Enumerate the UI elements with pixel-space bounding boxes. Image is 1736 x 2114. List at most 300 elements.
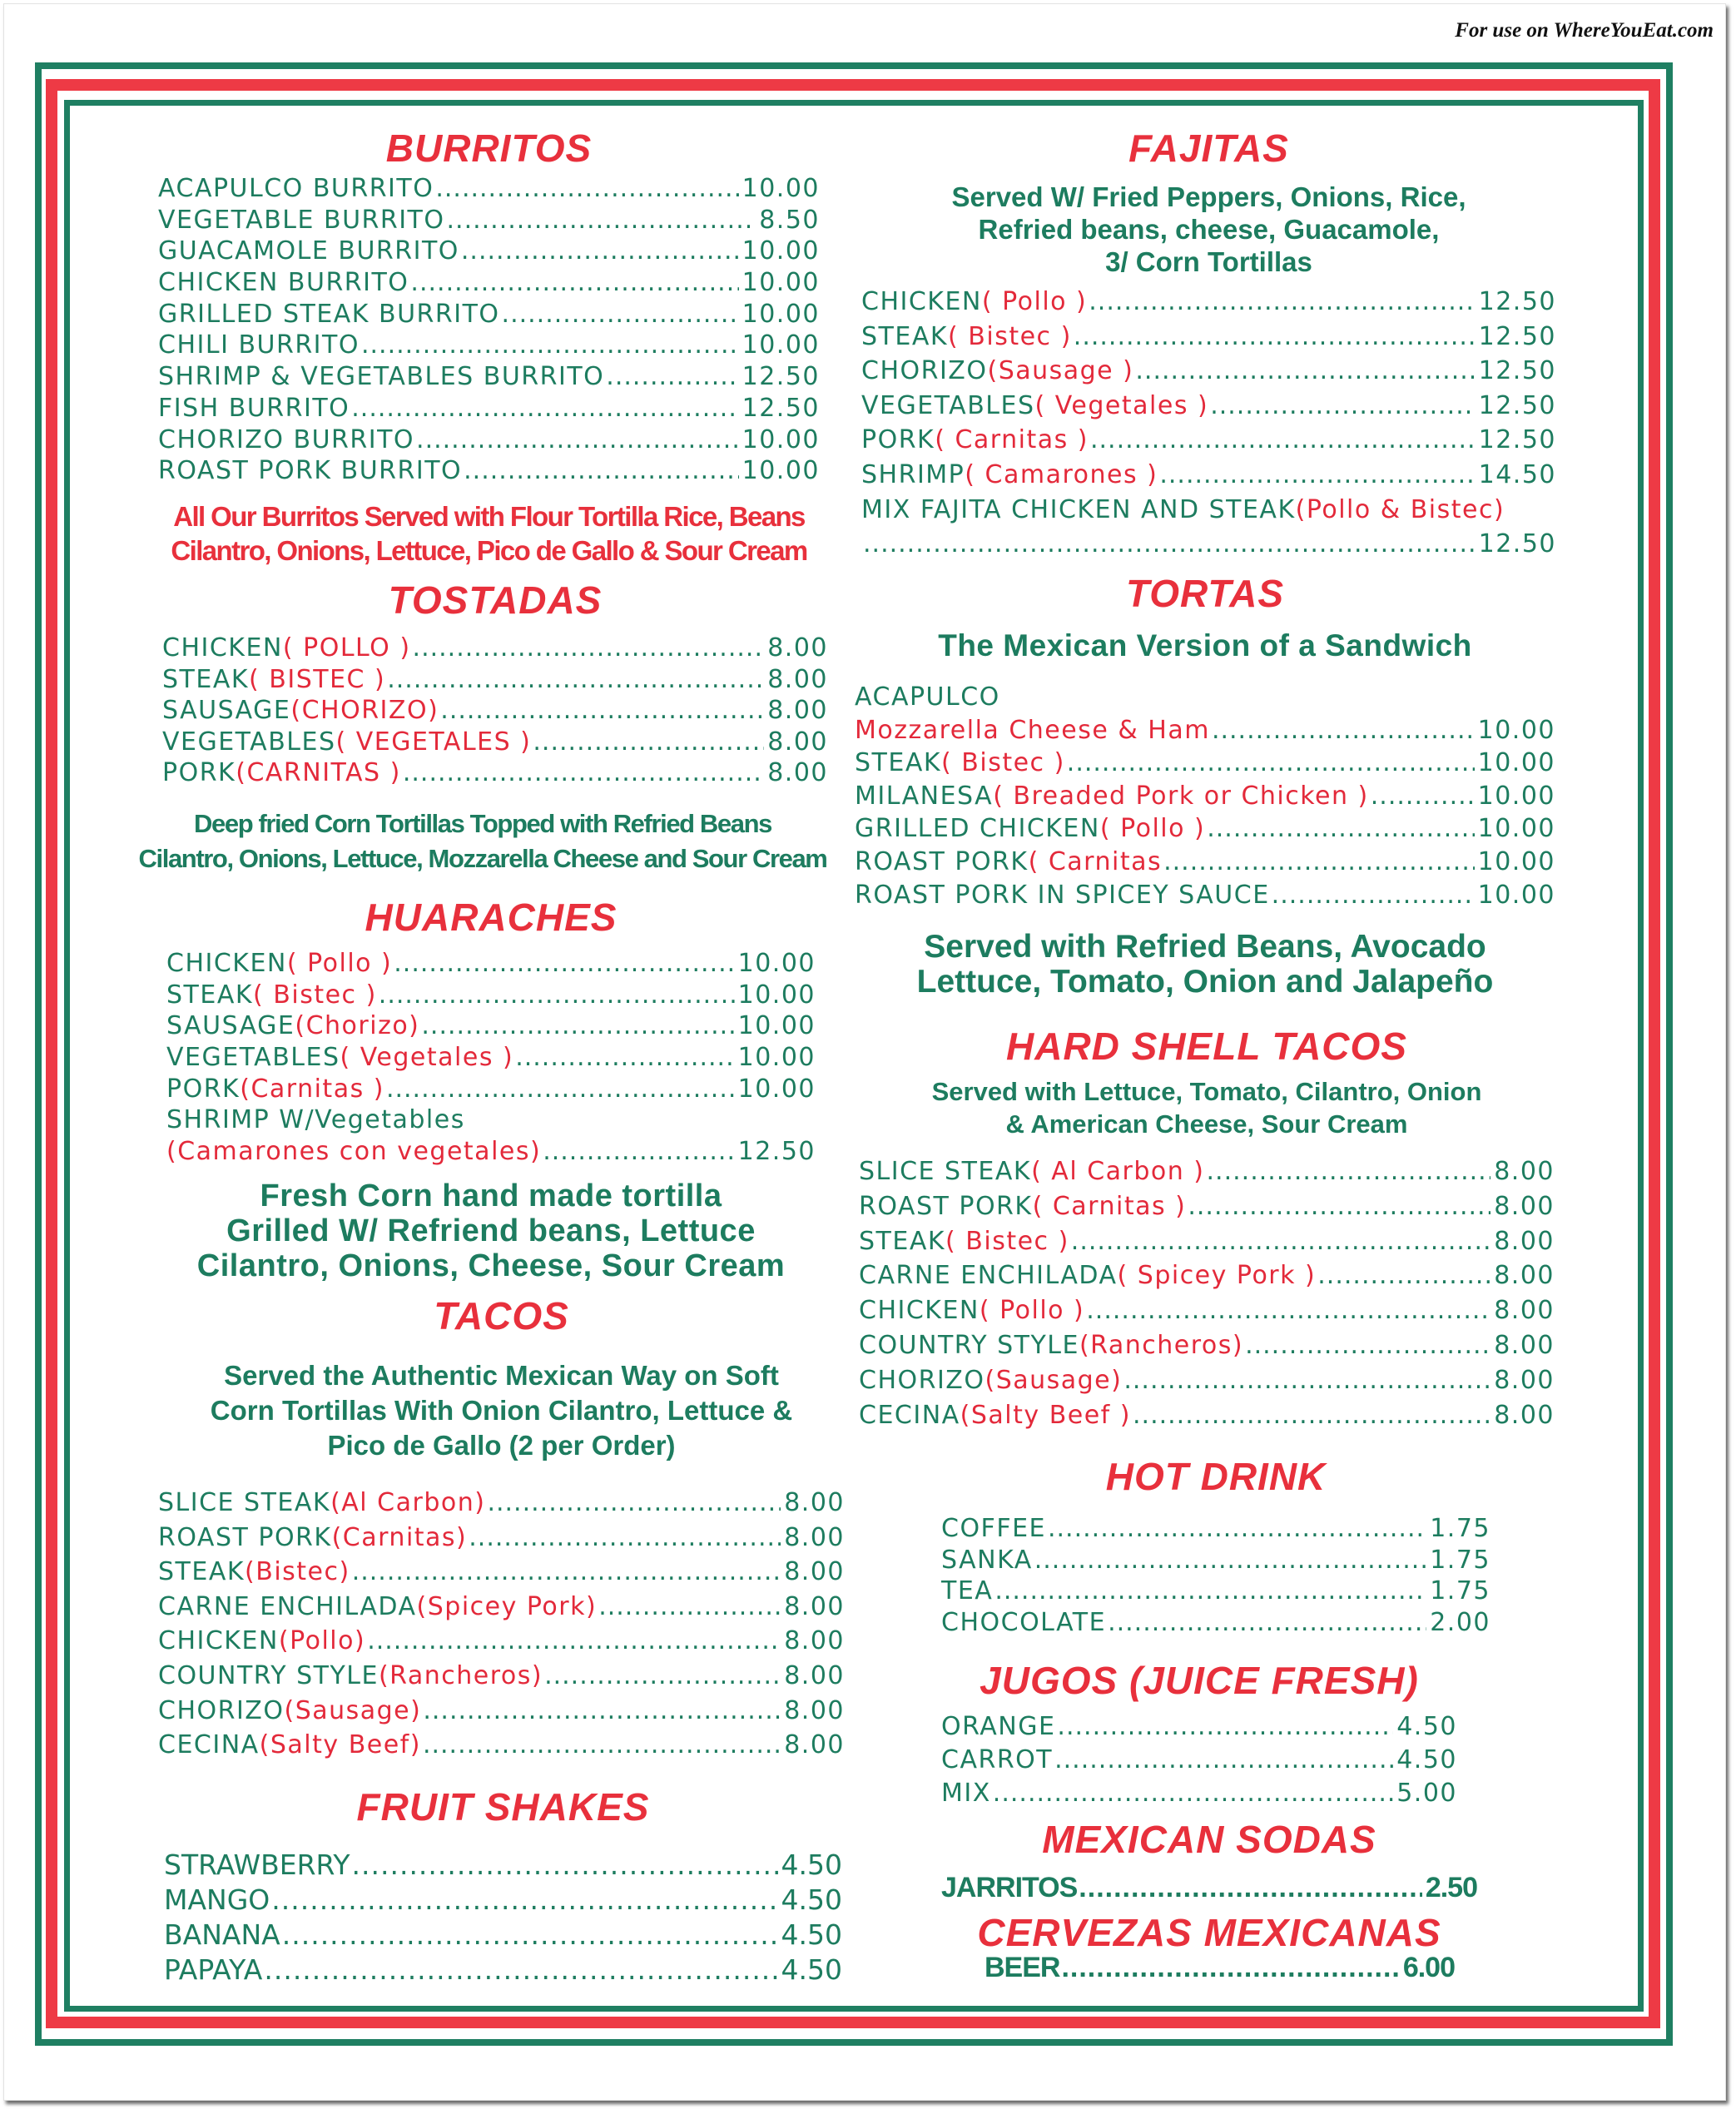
item-price: 8.00 <box>767 664 828 694</box>
menu-item <box>859 1258 1555 1293</box>
menu-item <box>158 173 820 205</box>
menu-item <box>855 681 1555 714</box>
item-price: 10.00 <box>742 174 820 203</box>
item-price: 10.00 <box>1477 781 1555 811</box>
menu-item <box>158 299 820 330</box>
item-price: 8.00 <box>1494 1400 1555 1430</box>
item-name: CHICKEN <box>162 633 283 662</box>
section-subtitle: The Mexican Version of a Sandwich <box>938 628 1472 662</box>
menu-item <box>166 980 816 1011</box>
item-price: 8.00 <box>767 633 828 662</box>
item-spanish-name: ( Bistec ) <box>253 980 377 1010</box>
item-list <box>985 1951 1455 1984</box>
section-heading: FRUIT SHAKES <box>356 1785 650 1829</box>
menu-item <box>158 361 820 393</box>
item-spanish-name: ( Vegetales ) <box>1034 390 1209 420</box>
item-price: 8.00 <box>1494 1157 1555 1186</box>
item-name: CECINA <box>859 1400 960 1430</box>
item-name: CHICKEN <box>861 287 982 316</box>
item-spanish-name: (Rancheros) <box>1079 1330 1244 1360</box>
item-name: STRAWBERRY <box>164 1849 350 1881</box>
dot-leader <box>1212 714 1475 747</box>
item-name: GRILLED CHICKEN <box>855 814 1100 844</box>
item-name: CHORIZO <box>861 356 988 386</box>
item-name: STEAK <box>158 1557 246 1587</box>
menu-item <box>941 1744 1457 1777</box>
menu-item <box>941 1513 1490 1545</box>
item-spanish-name: ( Spicey Pork ) <box>1117 1261 1317 1291</box>
dot-leader <box>464 455 738 487</box>
section-heading: TACOS <box>434 1294 569 1337</box>
item-spanish-name: (Carnitas ) <box>240 1074 384 1104</box>
note-line: 3/ Corn Tortillas <box>1105 246 1312 277</box>
item-price: 8.00 <box>1494 1296 1555 1326</box>
note-line: Fresh Corn hand made tortilla <box>260 1178 722 1213</box>
item-price: 8.00 <box>784 1522 845 1552</box>
dot-leader <box>447 205 756 236</box>
menu-item <box>158 236 820 267</box>
item-price: 8.00 <box>784 1557 845 1587</box>
item-name: CHORIZO <box>859 1365 985 1395</box>
dot-leader <box>1108 1607 1426 1639</box>
item-price: 2.00 <box>1430 1607 1490 1637</box>
dot-leader <box>993 1777 1393 1810</box>
item-name: ACAPULCO BURRITO <box>158 174 434 203</box>
menu-item <box>166 1136 816 1168</box>
item-name: COFFEE <box>941 1514 1046 1543</box>
section-heading: BURRITOS <box>385 127 593 170</box>
menu-item <box>158 1624 845 1659</box>
dot-leader <box>379 980 735 1011</box>
note-line: Cilantro, Onions, Lettuce, Pico de Gallo & Sour Cream <box>171 534 807 566</box>
item-price: 10.00 <box>737 949 816 978</box>
menu-item <box>158 424 820 456</box>
section-jugos <box>941 1655 1457 1810</box>
menu-item <box>855 747 1555 780</box>
menu-item <box>166 948 816 980</box>
item-price: 12.50 <box>742 362 820 392</box>
item-spanish-name: (Rancheros) <box>378 1660 543 1690</box>
item-name: BEER <box>985 1952 1060 1983</box>
section-footnote <box>129 806 836 876</box>
item-price: 10.00 <box>1477 880 1555 910</box>
item-name: CHORIZO BURRITO <box>158 424 415 454</box>
item-name: GRILLED STEAK BURRITO <box>158 299 500 329</box>
item-price: 12.50 <box>1478 287 1556 316</box>
dot-leader <box>606 361 738 393</box>
item-list <box>164 1848 842 1987</box>
item-spanish-name: ( Bistec ) <box>948 321 1072 351</box>
item-name: STEAK <box>855 748 942 778</box>
menu-item <box>166 1104 816 1136</box>
item-spanish-name: ( VEGETALES ) <box>335 727 532 757</box>
menu-item <box>162 664 828 696</box>
item-name: SAUSAGE <box>166 1011 295 1041</box>
item-spanish-name: (Salty Beef) <box>259 1730 421 1760</box>
menu-item <box>158 1521 845 1556</box>
item-list <box>941 1710 1457 1810</box>
dot-leader <box>1067 747 1475 780</box>
item-price: 10.00 <box>737 980 816 1010</box>
section-heading: FAJITAS <box>1128 127 1289 170</box>
dot-leader <box>387 664 764 696</box>
item-name: SLICE STEAK <box>859 1157 1032 1186</box>
item-name: SLICE STEAK <box>158 1488 331 1517</box>
menu-item <box>164 1883 842 1918</box>
item-spanish-name: (Salty Beef ) <box>960 1400 1131 1430</box>
item-name: ACAPULCO <box>855 682 1000 712</box>
dot-leader <box>1089 285 1475 320</box>
dot-leader <box>440 695 764 727</box>
item-spanish-name: (CARNITAS ) <box>236 758 401 787</box>
menu-item <box>861 423 1556 458</box>
note-line: Served with Lettuce, Tomato, Cilantro, Onion <box>931 1077 1482 1106</box>
section-tostadas <box>138 575 828 876</box>
menu-item <box>861 527 1556 562</box>
dot-leader <box>435 173 738 205</box>
menu-item <box>166 1042 816 1074</box>
dot-leader <box>413 633 765 664</box>
item-price: 10.00 <box>742 299 820 329</box>
menu-item <box>861 458 1556 493</box>
menu-item <box>158 1486 845 1521</box>
item-price: 8.00 <box>784 1730 845 1760</box>
item-price: 12.50 <box>1478 321 1556 351</box>
note-line: & American Cheese, Sour Cream <box>1005 1109 1408 1139</box>
dot-leader <box>1090 423 1476 458</box>
menu-item <box>158 1659 845 1694</box>
item-name: CHOCOLATE <box>941 1607 1107 1637</box>
section-heading: HUARACHES <box>365 896 618 939</box>
section-hardshell <box>859 1021 1555 1432</box>
menu-item <box>985 1951 1455 1984</box>
item-name: MANGO <box>164 1883 270 1916</box>
item-name: ROAST PORK BURRITO <box>158 456 463 486</box>
item-name: CHICKEN BURRITO <box>158 268 409 298</box>
item-list <box>941 1513 1490 1638</box>
dot-leader <box>1371 780 1475 813</box>
item-price: 1.75 <box>1430 1545 1490 1575</box>
item-spanish-name: ( POLLO ) <box>282 633 411 662</box>
menu-item <box>158 330 820 361</box>
item-name: JARRITOS <box>941 1872 1078 1903</box>
section-heading: JUGOS (JUICE FRESH) <box>980 1659 1419 1702</box>
dot-leader <box>1079 1871 1422 1904</box>
section-hotdrink <box>941 1452 1490 1638</box>
item-price: 8.00 <box>767 727 828 757</box>
item-price: 1.75 <box>1430 1576 1490 1605</box>
item-price: 10.00 <box>1477 814 1555 844</box>
menu-item <box>166 1010 816 1042</box>
menu-item <box>164 1953 842 1987</box>
menu-item <box>164 1848 842 1883</box>
item-spanish-name: ( Bistec ) <box>945 1226 1069 1256</box>
item-name: CHICKEN <box>158 1626 279 1656</box>
item-price: 8.00 <box>784 1660 845 1690</box>
item-price: 12.50 <box>1478 390 1556 420</box>
item-spanish-name: ( Pollo ) <box>979 1296 1085 1326</box>
item-spanish-name: (Pollo) <box>278 1626 366 1656</box>
menu-item <box>158 205 820 236</box>
item-spanish-name: (Camarones con vegetales) <box>166 1137 542 1167</box>
item-spanish-name: (Sausage ) <box>987 356 1134 386</box>
dot-leader <box>416 424 739 456</box>
menu-item <box>158 1728 845 1763</box>
dot-leader <box>1074 320 1476 355</box>
section-tacos <box>158 1291 845 1763</box>
menu-item <box>158 1694 845 1729</box>
menu-item <box>859 1363 1555 1398</box>
item-spanish-name: Mozzarella Cheese & Ham <box>855 715 1210 745</box>
menu-item <box>861 354 1556 389</box>
item-name: CECINA <box>158 1730 260 1760</box>
item-price: 10.00 <box>742 268 820 298</box>
item-name: STEAK <box>162 664 250 694</box>
item-name: STEAK <box>859 1226 946 1256</box>
note-line: All Our Burritos Served with Flour Tortilla Rice, Beans <box>173 500 805 532</box>
item-spanish-name: ( Pollo ) <box>1099 814 1206 844</box>
item-name: VEGETABLE BURRITO <box>158 205 445 235</box>
dot-leader <box>1159 458 1475 493</box>
section-sodas <box>941 1814 1477 1904</box>
dot-leader <box>1163 846 1475 879</box>
menu-item <box>859 1398 1555 1433</box>
section-footnote <box>166 1179 816 1283</box>
item-spanish-name: ( Breaded Pork or Chicken ) <box>993 781 1369 811</box>
item-name: VEGETABLES <box>861 390 1035 420</box>
item-price: 8.00 <box>767 696 828 725</box>
item-price: 8.00 <box>767 758 828 787</box>
dot-leader <box>469 1521 781 1556</box>
menu-item <box>859 1328 1555 1363</box>
dot-leader <box>1210 389 1475 424</box>
dot-leader <box>544 1659 781 1694</box>
item-name: PORK <box>166 1074 241 1104</box>
dot-leader <box>487 1486 781 1521</box>
item-price: 10.00 <box>742 424 820 454</box>
item-price: 10.00 <box>737 1011 816 1041</box>
item-price: 12.50 <box>1478 356 1556 386</box>
menu-item <box>861 493 1556 528</box>
note-line: Served W/ Fried Peppers, Onions, Rice, <box>951 181 1466 212</box>
note-line: Served with Refried Beans, Avocado <box>924 929 1486 965</box>
item-name: TEA <box>941 1576 994 1605</box>
section-footnote <box>158 499 820 568</box>
menu-item <box>941 1871 1477 1904</box>
dot-leader <box>1272 879 1475 912</box>
item-price: 10.00 <box>1477 846 1555 876</box>
note-line: Lettuce, Tomato, Onion and Jalapeño <box>916 964 1494 1000</box>
item-name: VEGETABLES <box>162 727 336 757</box>
item-name: CHICKEN <box>859 1296 980 1326</box>
item-price: 12.50 <box>737 1137 816 1167</box>
item-price: 8.00 <box>784 1488 845 1517</box>
item-price: 4.50 <box>781 1953 842 1986</box>
item-name: STEAK <box>166 980 254 1010</box>
item-price: 8.00 <box>1494 1261 1555 1291</box>
item-name: PORK <box>162 758 236 787</box>
section-footnote <box>855 930 1555 1000</box>
menu-item <box>162 757 828 789</box>
note-line: Deep fried Corn Tortillas Topped with Refried Beans <box>194 808 771 838</box>
menu-item <box>162 695 828 727</box>
item-price: 8.50 <box>759 205 820 235</box>
menu-item <box>158 455 820 487</box>
section-huaraches <box>166 892 816 1283</box>
dot-leader <box>423 1728 781 1763</box>
menu-item <box>861 320 1556 355</box>
item-name: COUNTRY STYLE <box>859 1330 1079 1360</box>
item-name: SANKA <box>941 1545 1033 1575</box>
menu-item <box>941 1576 1490 1607</box>
item-spanish-name: (Sausage) <box>284 1695 422 1725</box>
dot-leader <box>1034 1545 1426 1576</box>
item-price: 14.50 <box>1478 459 1556 489</box>
menu-item <box>859 1293 1555 1328</box>
item-name: CARROT <box>941 1745 1054 1774</box>
dot-leader <box>515 1042 734 1074</box>
item-spanish-name: ( Carnitas <box>1028 846 1163 876</box>
item-spanish-name: (Sausage) <box>985 1365 1123 1395</box>
menu-item <box>855 714 1555 747</box>
item-price: 8.00 <box>784 1591 845 1621</box>
item-list <box>158 1486 845 1763</box>
menu-item <box>855 879 1555 912</box>
section-heading: MEXICAN SODAS <box>1042 1818 1376 1861</box>
item-price: 4.50 <box>781 1918 842 1951</box>
section-shakes <box>164 1782 842 1987</box>
item-price: 8.00 <box>1494 1365 1555 1395</box>
menu-item <box>158 1590 845 1625</box>
note-line: Refried beans, cheese, Guacamole, <box>978 214 1440 245</box>
menu-item <box>855 812 1555 846</box>
item-spanish-name: ( Carnitas ) <box>1032 1191 1187 1221</box>
dot-leader <box>352 1848 778 1883</box>
item-price: 2.50 <box>1425 1872 1477 1903</box>
dot-leader <box>421 1010 734 1042</box>
item-spanish-name: (Bistec) <box>245 1557 350 1587</box>
dot-leader <box>502 299 739 330</box>
item-name: STEAK <box>861 321 949 351</box>
dot-leader <box>543 1136 734 1168</box>
dot-leader <box>1188 1189 1490 1224</box>
note-line: Served the Authentic Mexican Way on Soft <box>224 1360 779 1391</box>
menu-item <box>859 1189 1555 1224</box>
item-spanish-name: (CHORIZO) <box>290 696 439 725</box>
dot-leader <box>282 1918 778 1953</box>
menu-item <box>941 1545 1490 1576</box>
item-price: 10.00 <box>1477 748 1555 778</box>
item-list <box>166 948 816 1168</box>
section-fajitas <box>861 123 1556 562</box>
item-spanish-name: ( Al Carbon ) <box>1031 1157 1205 1186</box>
item-name: FISH BURRITO <box>158 393 350 423</box>
dot-leader <box>367 1624 781 1659</box>
item-price: 10.00 <box>742 236 820 266</box>
dot-leader <box>394 948 734 980</box>
item-name: CARNE ENCHILADA <box>158 1591 417 1621</box>
note-line: Cilantro, Onions, Lettuce, Mozzarella Cheese and Sour Cream <box>138 843 827 873</box>
item-spanish-name: (Chorizo) <box>295 1011 420 1041</box>
note-line: Pico de Gallo (2 per Order) <box>327 1430 676 1461</box>
item-name: SAUSAGE <box>162 696 291 725</box>
item-price: 5.00 <box>1396 1779 1457 1808</box>
dot-leader <box>1061 1951 1399 1984</box>
item-spanish-name: (Carnitas) <box>331 1522 468 1552</box>
item-spanish-name: (Spicey Pork) <box>416 1591 598 1621</box>
section-burritos <box>158 123 820 568</box>
menu-item <box>162 633 828 664</box>
item-spanish-name: ( BISTEC ) <box>249 664 386 694</box>
item-price: 4.50 <box>1396 1745 1457 1774</box>
note-line: Grilled W/ Refriend beans, Lettuce <box>226 1213 756 1248</box>
item-name: ORANGE <box>941 1712 1056 1741</box>
section-description <box>861 181 1556 278</box>
menu-item <box>859 1224 1555 1259</box>
item-price: 10.00 <box>737 1074 816 1104</box>
item-list <box>861 285 1556 562</box>
item-price: 1.75 <box>1430 1514 1490 1543</box>
menu-item <box>855 846 1555 879</box>
dot-leader <box>410 267 738 299</box>
item-spanish-name: ( Pollo ) <box>981 287 1088 316</box>
note-line: Cilantro, Onions, Cheese, Sour Cream <box>196 1248 786 1283</box>
menu-item <box>859 1154 1555 1189</box>
item-name: SHRIMP & VEGETABLES BURRITO <box>158 362 605 392</box>
item-name: GUACAMOLE BURRITO <box>158 236 459 266</box>
item-price: 12.50 <box>1478 529 1556 559</box>
dot-leader <box>533 727 764 758</box>
item-price: 10.00 <box>737 1043 816 1073</box>
item-price: 6.00 <box>1402 1952 1455 1983</box>
section-beer <box>977 1908 1455 1984</box>
menu-item <box>158 267 820 299</box>
dot-leader <box>1133 1398 1490 1433</box>
item-name: SHRIMP W/Vegetables <box>166 1105 465 1135</box>
dot-leader <box>1245 1328 1490 1363</box>
item-name: MIX FAJITA CHICKEN AND STEAK <box>861 494 1296 524</box>
section-heading: HARD SHELL TACOS <box>1006 1025 1407 1068</box>
dot-leader <box>386 1074 735 1105</box>
item-list <box>158 173 820 487</box>
item-price: 10.00 <box>1477 715 1555 745</box>
item-spanish-name: ( Carnitas ) <box>935 425 1089 455</box>
dot-leader <box>1123 1363 1490 1398</box>
item-spanish-name: (Al Carbon) <box>330 1488 486 1517</box>
dot-leader <box>1054 1744 1393 1777</box>
dot-leader <box>1207 812 1474 846</box>
item-name: CARNE ENCHILADA <box>859 1261 1118 1291</box>
item-price: 10.00 <box>742 456 820 486</box>
dot-leader <box>403 757 764 789</box>
item-list <box>859 1154 1555 1432</box>
dot-leader <box>1317 1258 1490 1293</box>
item-price: 12.50 <box>742 393 820 423</box>
item-name: ROAST PORK <box>859 1191 1033 1221</box>
dot-leader <box>1207 1154 1491 1189</box>
dot-leader <box>352 1555 781 1590</box>
dot-leader <box>423 1694 781 1729</box>
section-heading: TORTAS <box>1125 572 1285 615</box>
item-price: 8.00 <box>1494 1330 1555 1360</box>
menu-item <box>158 1555 845 1590</box>
section-description <box>859 1075 1555 1140</box>
menu-item <box>158 393 820 424</box>
item-price: 4.50 <box>1396 1712 1457 1741</box>
section-description <box>158 1358 845 1463</box>
menu-item <box>941 1710 1457 1744</box>
item-price: 8.00 <box>784 1695 845 1725</box>
